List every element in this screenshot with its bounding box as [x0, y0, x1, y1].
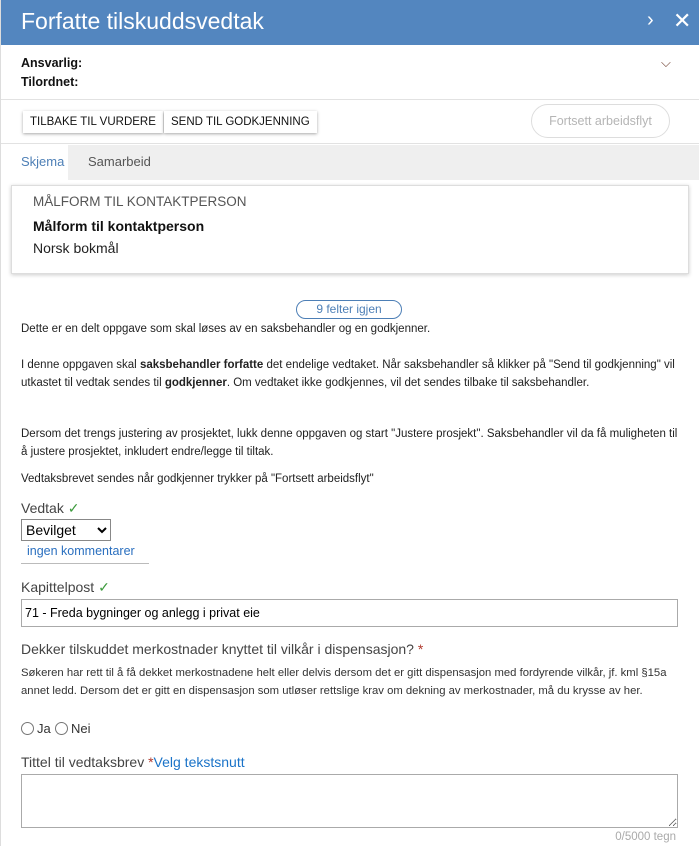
tittel-label: [21, 754, 245, 770]
chevron-down-icon[interactable]: ⌵: [661, 55, 671, 70]
tab-samarbeid[interactable]: Samarbeid: [88, 154, 151, 169]
label-text: Tittel til vedtaksbrev: [21, 754, 145, 770]
tilordnet-label: Tilordnet:: [21, 75, 79, 89]
radio-nei[interactable]: [55, 721, 91, 736]
malform-card: [11, 185, 689, 274]
label-text: Vedtak: [21, 500, 64, 516]
tittel-textarea[interactable]: [21, 774, 678, 828]
comments-link[interactable]: ingen kommentarer: [27, 544, 135, 558]
intro-paragraph: Dette er en delt oppgave som skal løses av en saksbehandler og en godkjenner.: [21, 323, 431, 335]
check-icon: ✓: [67, 500, 80, 516]
divider: [1, 143, 699, 144]
check-icon: ✓: [98, 579, 110, 595]
intro-paragraph: Dersom det trengs justering av prosjektet, lukk denne oppgaven og start "Justere prosjekt". Saksbehandler vil da få muligheten til å justere prosjektet, inkludert endre/legge til tiltak.: [21, 428, 678, 458]
text: . Om vedtaket ikke godkjennes, vil det sendes tilbake til saksbehandler.: [226, 377, 590, 389]
radio-ja-input[interactable]: [21, 722, 34, 735]
vedtak-select[interactable]: [21, 519, 111, 541]
label-text: Kapittelpost: [21, 579, 95, 595]
kapittelpost-label: [21, 579, 110, 596]
continue-workflow-button[interactable]: Fortsett arbeidsflyt: [531, 104, 670, 138]
card-field-value: Norsk bokmål: [33, 240, 119, 256]
vedtak-label: [21, 500, 79, 517]
chevron-right-icon[interactable]: ›: [647, 9, 654, 31]
dispensasjon-help: Søkeren har rett til å få dekket merkostnadene helt eller delvis dersom det er gitt dispensasjon med fordyrende vilkår, jf. kml §15a annet ledd. Dersom det er gitt en dispensasjon som utløser rettslige krav om dekning av merkostnader, må du krysse av her.: [21, 667, 667, 697]
radio-label: Nei: [71, 721, 91, 736]
tab-skjema[interactable]: Skjema: [1, 145, 68, 180]
text: I denne oppgaven skal: [21, 359, 140, 371]
select-snippet-link[interactable]: Velg tekstsnutt: [153, 754, 245, 770]
divider: [21, 563, 149, 564]
dispensasjon-label: [21, 641, 423, 657]
kapittelpost-input[interactable]: [21, 599, 678, 627]
card-field-label: Målform til kontaktperson: [33, 218, 205, 234]
send-for-approval-button[interactable]: SEND TIL GODKJENNING: [164, 111, 317, 133]
required-marker: *: [417, 641, 424, 657]
ansvarlig-label: Ansvarlig:: [21, 56, 83, 70]
text: det endelige vedtaket. Når saksbehandler så klikker på "Send til godkjenning" vil utkastet til vedtak sendes til: [21, 359, 675, 389]
remaining-fields-badge[interactable]: 9 felter igjen: [296, 300, 402, 319]
required-marker: *: [148, 754, 154, 770]
radio-ja[interactable]: [21, 721, 51, 736]
label-text: Dekker tilskuddet merkostnader knyttet til vilkår i dispensasjon?: [21, 641, 414, 657]
radio-label: Ja: [37, 721, 51, 736]
back-to-assess-button[interactable]: TILBAKE TIL VURDERE: [23, 111, 163, 133]
intro-paragraph: Vedtaksbrevet sendes når godkjenner trykker på "Fortsett arbeidsflyt": [21, 473, 374, 485]
dialog-title: Forfatte tilskuddsvedtak: [21, 8, 264, 34]
divider: [1, 99, 699, 100]
radio-nei-input[interactable]: [55, 722, 68, 735]
card-heading: MÅLFORM TIL KONTAKTPERSON: [33, 194, 247, 209]
char-counter: 0/5000 tegn: [615, 831, 676, 843]
text: godkjenner: [164, 377, 227, 389]
text: saksbehandler forfatte: [139, 359, 264, 371]
intro-paragraph: [21, 356, 681, 392]
close-icon[interactable]: ✕: [673, 8, 692, 33]
dialog-header: [1, 0, 699, 45]
